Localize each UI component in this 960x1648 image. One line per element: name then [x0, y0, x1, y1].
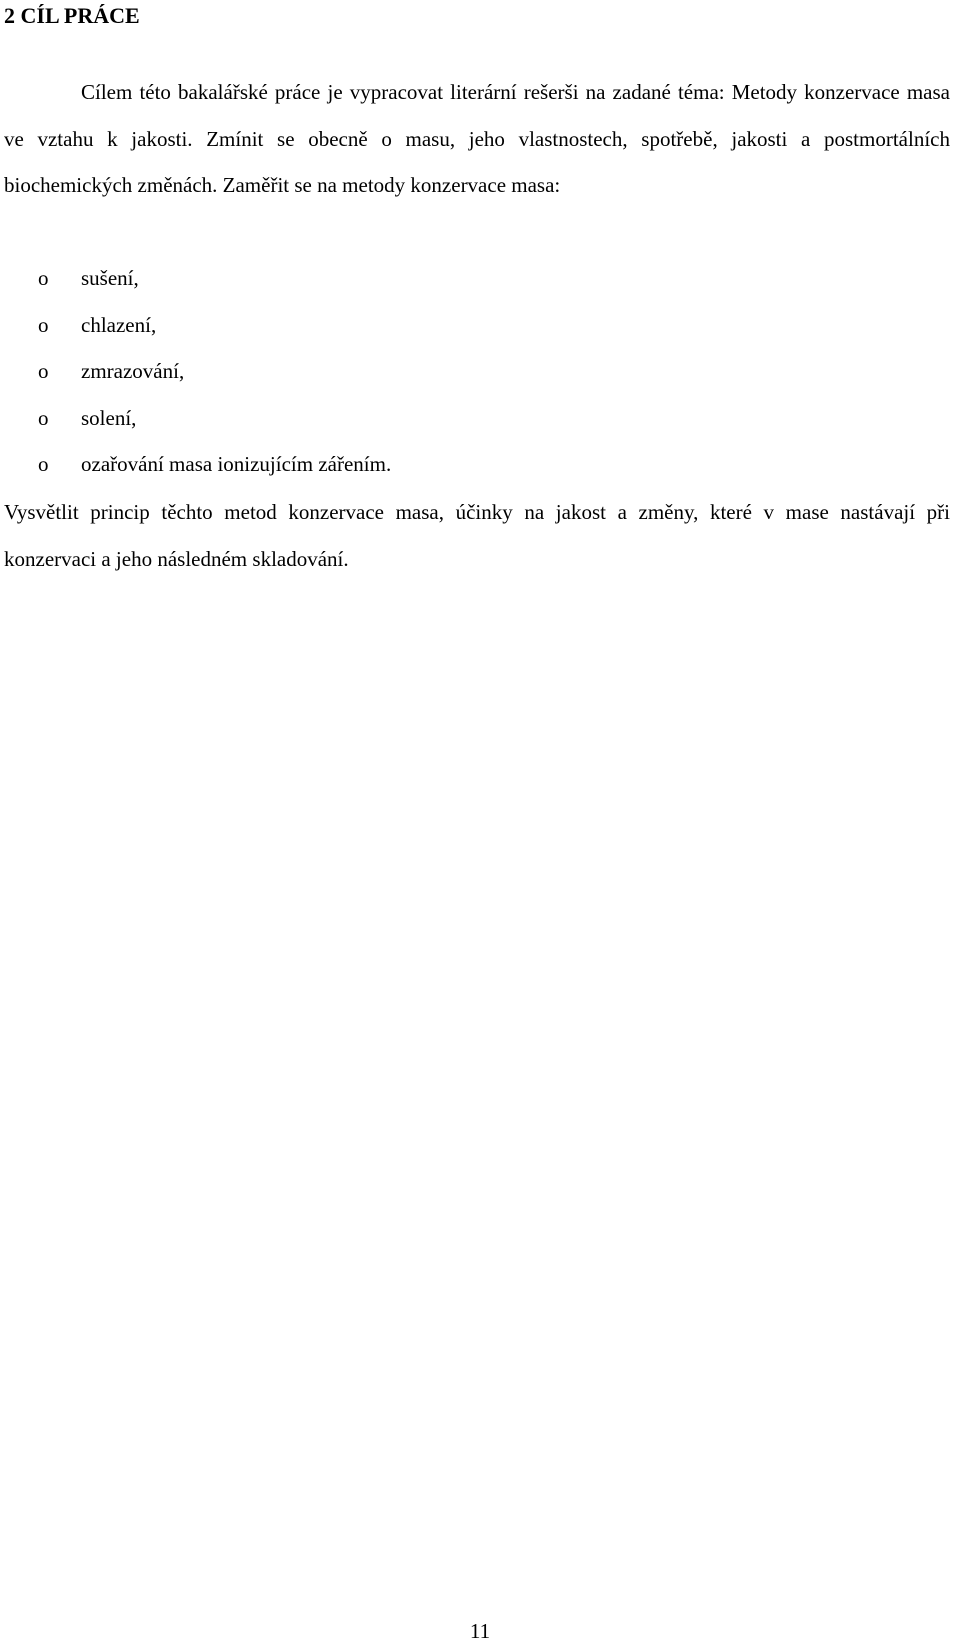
bullet-marker: o — [38, 452, 49, 476]
closing-paragraph: Vysvětlit princip těchto metod konzervace masa, účinky na jakost a změny, které v mase nastávají při konzervaci a jeho následném skladování. — [4, 500, 950, 571]
list-item-text: chlazení, — [81, 312, 157, 337]
bullet-marker: o — [38, 405, 49, 430]
intro-paragraph: Cílem této bakalářské práce je vypracovat literární rešerši na zadané téma: Metody konzervace masa ve vztahu k jakosti. Zmínit se obecně o masu, jeho vlastnostech, spotřebě, jakosti a postmortálních biochemických změnách. Zaměřit se na metody konzervace masa: — [4, 80, 950, 197]
section-heading: 2 CÍL PRÁCE — [4, 3, 140, 28]
list-item-text: ozařování masa ionizujícím zářením. — [81, 452, 392, 476]
list-item-text: zmrazování, — [81, 359, 185, 383]
bullet-marker: o — [38, 266, 49, 290]
list-item-text: sušení, — [81, 266, 139, 290]
bullet-marker: o — [38, 312, 49, 337]
bullet-marker: o — [38, 359, 49, 383]
list-item-text: solení, — [81, 405, 137, 430]
page-number: 11 — [469, 1619, 491, 1643]
